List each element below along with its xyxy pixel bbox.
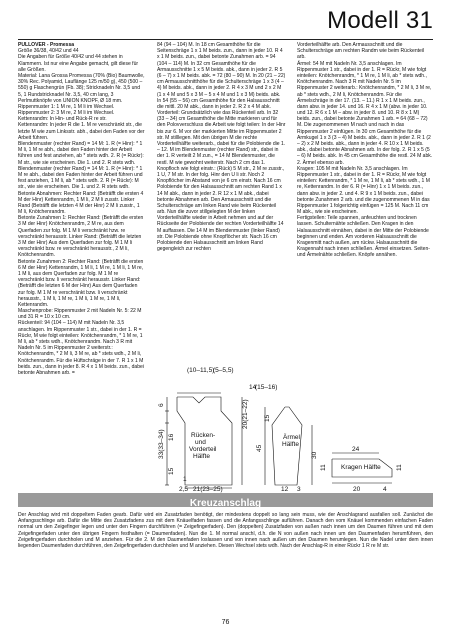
collar-label: Kragen Hälfte bbox=[341, 464, 381, 471]
diagram-label-top2: (5–5,5) bbox=[213, 367, 234, 374]
paragraph: Rippenmuster 1: 1 M re, 1 M li im Wechsel. bbox=[18, 103, 115, 110]
paragraph: Kettenrandm: In Hin- und Rück-R re str. bbox=[18, 116, 107, 123]
diagram-label-bottom: 21(23–25) bbox=[193, 486, 223, 493]
body-label-3: Vorderteil bbox=[189, 446, 217, 453]
paragraph: Ärmel: 54 M mit Nadeln Nr. 3,5 anschlagen. Im Rippenmuster 1 str., dabei in der 1. R = Rückr, M wie folgt einteilen: Knötchenrandm, * 1 M re, 1 M li, ab * stets wdh., Knötchenrandm. Nach 3 R mit Nadeln Nr. 5 im Rippenmuster 2 weiterarb.: Knötchenrandm, * 2 M li, 3 M re, ab * stets wdh., 2 M li, Knötchenrandm. Für die Ärmelschräge in der 17. (13. – 11.) R 1 x 1 M beids. zun., dann abw. in jeder 14. und 16. R 4 x 1 M (abw. in jeder 10. und 12. R 6 x 1 M – abw. in jeder 8. und 10. R 8 x 1 M) beids. zun., dabei betonte Zunahmen 1 arb. = 64 (68 – 72) M. Die zugenommenen M nach und nach in das Rippenmuster 2 einfügen. In 30 cm Gesamthöhe für die Armkugel 1 x 3 (3 – 4) M beids. abk., dann in jeder 2. R 1 (2 – 2) x 2 M beids. abk., dann in jeder 4. R 10 x 1 M beids. abk., dabei betonte Abnahmen arb. In der folg. 2. R 1 x 5 (5 – 6) M beids. abk. In 45 cm Gesamthöhe die restl. 24 M abk. 2. Ärmel ebenso arb. bbox=[297, 60, 433, 166]
paragraph: Material: Lana Grossa Promessa (70% (Bio) Baumwolle, 30% Rec. Polyamid, Lauflänge 125 m/50 g), 450 (500 – 550) g Flaschengrün (Fb. 38); Stricknadeln Nr. 3,5 und 5, 1 Rundstricknadel Nr. 3,5, 40 cm lang, 3 Perlmuttknöpfe von UNION KNOPF, Ø 18 mm. bbox=[18, 72, 145, 104]
paragraph: Blendenmuster (rechter Rand) = 14 M: 1. R (= Hinr): * 1 M li, 1 M re abh., dabei den Faden hinter der Arbeit führen und fest anziehen, ab * stets wdh. 2. R (= Rückr): M str., wie sie erscheinen. Die 1. und 2. R stets wdh. bbox=[18, 141, 144, 166]
pattern-diagram bbox=[157, 367, 433, 492]
collar-label-24: 24 bbox=[352, 446, 360, 453]
paragraph: Betonte Abnahmen: Rechter Rand: (Beträfft die ersten 4 M der Hinr) Kettenrandm, 1 M li, 2 M li zusstr. Linker Rand (Beträfft die letzten 4 M der Hinr) 2 M li zusstr., 1 M li, Knötchenrandm. bbox=[18, 190, 144, 216]
sleeve-label-15: 15 bbox=[264, 414, 271, 422]
sleeve-label-3: 3 bbox=[297, 486, 301, 493]
paragraph: Betonte Zunahmen 2: Rechter Rand: (Beträfft die ersten 6 M der Hinr) Kettenrandm, 1 M li, 1 M re, 1 M li, 1 M re, 1 M li, aus dem Querfaden zur folg. M 1 M re verschränkt bzw. li verschränkt herausstr. Linker Rand: (Beträfft die letzten 6 M der Hinr) Aus dem Querfaden zur folg. M 1 M re verschränkt bzw. li verschränkt herausstr., 1 M li, 1 M re, 1 M li, 1 M re, 1 M li, Kettenrandm. bbox=[18, 258, 144, 308]
paragraph: Kettenrandm: In jeder R die 1. M re verschränkt str., die letzte M wie zum Linksstr. abh., dabei den Faden vor der Arbeit führen. bbox=[18, 122, 145, 141]
diagram-label-hem: 2,5 bbox=[179, 486, 189, 493]
diagram-label-total: 33(33–34) bbox=[158, 429, 165, 459]
body-label-1: Rücken- bbox=[191, 432, 216, 439]
body-label-2: und bbox=[195, 439, 206, 446]
diagram-label-16: 16 bbox=[168, 433, 175, 441]
paragraph: Kragen: 105 M mit Nadeln Nr. 3,5 anschlagen. Im Rippenmuster 1 str., dabei in der 1. R = Rückr, M wie folgt einteilen: Kettenrandm, * 1 M re, 1 M li, ab * stets wdh., 1 M re, Kettenrandm. In der 6. R (= Hinr) 1 x 1 M beids. zun., dann abw. in jeder 2. und 4. R 9 x 1 M beids. zun., dabei betonte Zunahmen 2 arb. und die zugenommenen M in das Rippenmuster 1 folgerichtig einfügen = 125 M. Nach 11 cm M abk., wie sie erscheinen. bbox=[297, 165, 430, 216]
paragraph: Größe 36/38, 40/42 und 44 bbox=[18, 48, 79, 55]
paragraph: Rückenteil: 94 (104 – 114) M mit Nadeln Nr. 3,5 anschlagen. Im Rippenmuster 1 str., dabei in der 1. R = Rückr, M wie folgt einteilen: Knötchenrandm, * 1 M re, 1 M li, ab * stets wdh., Knötchenrandm. Nach 3 R mit Nadeln Nr. 5 im Rippenmuster 2 weiterstr.: Knötchenrandm, * 2 M li, 3 M re, ab * stets wdh., 2 M li, Knötchenrandm. Für die Hüftschräge in der 7. R 1 x 1 M beids. zun., dann in jeder 8. R 4 x 1 M beids. zun., dabei betonte Abnahmen arb. = bbox=[18, 320, 144, 376]
diagram-label-6: 6 bbox=[158, 403, 165, 407]
collar-label-11b: 11 bbox=[396, 464, 403, 471]
collar-label-20: 20 bbox=[353, 486, 361, 493]
sleeve-label-bottom: 12 bbox=[281, 486, 289, 493]
sleeve-label-2: Hälfte bbox=[282, 441, 299, 448]
paragraph: Vorderteilhälfte arb. Den Armausschnitt und die Schulterschräge am rechten Randm wie beim Rückenteil arb. bbox=[297, 42, 425, 61]
paragraph: Blendenmuster (rechter Rand) = 14 M: 1. R (= Hinr): * 1 M re abh., dabei den Faden hinter der Arbeit führen und fest anziehen, 1 M li, ab * stets wdh. 2. R (= Rückr): M str., wie sie erscheinen. Die 1. und 2. R stets wdh. bbox=[18, 165, 143, 191]
collar-label-4: 4 bbox=[383, 486, 387, 493]
paragraph: Fertigstellen: Teile spannen, anfeuchten und trocknen lassen. Schulternähte schließen. Den Kragen in den Halsausschnitt einnähen, dabei in der Mitte der Polobiende beginnen und enden. Am vorderen Halsausschnitt die Kragenmitt nach außen, am rückw. Halsausschnitt die Kragennaht nach innen schließen. Ärmel einsetzen. Seiten- und Ärmelnähte schließen. Knöpfe annähen. bbox=[297, 215, 430, 259]
banner-label: Kreuzanschlag bbox=[189, 498, 262, 509]
page-title: Modell 31 bbox=[327, 7, 433, 34]
diagram-label-armhole: 20(21–22) bbox=[242, 399, 249, 429]
header-rule bbox=[18, 39, 433, 40]
collar-label-11a: 11 bbox=[320, 464, 327, 471]
column-3 bbox=[297, 42, 433, 259]
column-1 bbox=[18, 42, 145, 376]
sleeve-label-1: Ärmel bbox=[283, 434, 300, 441]
paragraph: Vorderteil: Grundsätzlich wie das Rückenteil arb. In 32 (33 – 34) cm Gesamthöhe die Mitte markieren und für den Polovverschluss die Arbeit wie folgt teilen: In der Hinr bis zur 6. M vor der markierten Mitte im Rippenmuster 2 str. M stilllegen. Mit den übrigen M die rechte Vorderteilhälfte weiterarb., dabei für die Polobiende die 1. – 12. M im Blendenmuster (rechter Rand) str., dabei in der 1. R verteilt 2 M zun., = 14 M Blendenmuster, die restl. M wie gewohnt weiterstr. Nach 2 cm das 1. Knopfloch wie folgt einstr.: (Rück) 5 M str., 2 M re zusstr., 1 U, 7 M str. In der folg. Hinr den U li str. Noch 2 Knopflöcher im Abstand von je 6 cm einstr. Nach 16 cm Polobiende für den Halsausschnitt am rechten Rand 1 x 14 M abk., dann in jeder 2. R 12 x 1 M abk., dabei betonte Abnahmen arb. Den Armausschnitt und die Schulterschräge am linken Rand wie beim Rückenteil arb. Nun die zuvor stillgelegten M der linken Vorderteilhälfte wieder in Arbeit nehmen und auf der Rückseite der Polobiende der rechten Vorderteilhälfte 14 M auffassen. Die 14 M im Blendenmuster (linker Rand) str. Die Polobiende ohne Knopflöcher str. Nach 16 cm Polobiende den Halsausschnitt am linken Rand gegengleich zur rechten bbox=[157, 110, 286, 253]
paragraph: PULLOVER - Promessa bbox=[18, 42, 75, 48]
paragraph: 84 (94 – 104) M. In 18 cm Gesamthöhe für die Seitenschräge 1 x 1 M beids. zun., dann in jeder 10. R 4 x 1 M beids. zun., dabei betonte Zunahmen arb. = 94 (104 – 114) M. In 32 cm Gesamthöhe für die Armausschnitte 1 x 5 M beids. abk., dann in jeder 2. R 5 (6 – 7) x 1 M beids. abk. = 72 (80 – 90) M. In 20 (21 – 22) cm Armausschnitthöhe für die Schulterschräge 1 x 3 (4 – 4) M beids. abk., dann in jeder 2. R 4 x 3 M und 2 x 2 M (1 x 4 M und 5 x 3 M – 5 x 4 M und 1 x 3 M) beids. abk. In 54 (55 – 56) cm Gesamthöhe für den Halsausschnitt die mittl. 20 M abk., dann in jeder 2. R 2 x 4 M abk. bbox=[157, 42, 286, 110]
body-label-4: Hälfte bbox=[193, 453, 210, 460]
cast-on-description: Der Anschlag wird mit doppeltem Faden gearb. Dafür wird ein Zusatzfaden benötigt, der mindestens doppelt so lang sein muss, wie der Anschlagrand ausfallen soll. Zunächst die Anfangsschlinge arb. Dafür die Mitte des Zusatzfadens zus mit dem Knäuelfaden fassen und die Anfangsschlinge auflühren. Danach den vom Knäuel kommenden einfachen Faden normal um den Zeigefinger legen und unter den Fingern durchführen (= Zeigefingerfaden). Den (doppelten) Zusatzfaden von außen nach innen um den Daumen führen und mit dem Zeigefingerfaden unter den übrigen Fingern festhalten (= Daumenfaden). Nun die 1. M normal anschl, d.h. die N von außen nach innen um den Daumenfaden herumführen, den Zeigefingerfaden durchholen und M anziehen. Für die 2. M den Daumenfaden loslassen und von innen nach außen um den Daumen herumlegen. Nun die Nadel unter dem innen liegenden Daumenfaden durchführen, den Zeigefingerfaden durchholen und M anziehen. Diesen Wechsel stets wdh. Nach der Anschlag-R in einer Rückr 1 R re M str. bbox=[18, 512, 433, 550]
sleeve-label-top: (15–16) bbox=[255, 384, 278, 391]
paragraph: Rippenmuster 2: 3 M re, 2 M li im Wechsel. bbox=[18, 110, 115, 117]
sleeve-label-num: 14 bbox=[249, 384, 257, 391]
page-number: 76 bbox=[221, 619, 230, 626]
sleeve-label-30: 30 bbox=[311, 451, 318, 459]
diagram-label-15: 15 bbox=[168, 467, 175, 475]
section-banner bbox=[18, 493, 433, 507]
paragraph: Maschenprobe: Rippenmuster 2 mit Nadeln Nr. 5: 22 M und 31 R = 10 x 10 cm. bbox=[18, 308, 142, 321]
paragraph: Betonte Zunahmen 1: Rechter Rand: (Beträfft die ersten 3 M der Hinr) Knötchenrandm, 2 M re, aus dem Querfaden zur folg. M 1 M li verschränkt hzw. re verschränkt herausstr. Linker Rand: (Beträfft die letzten 3 M der Hinr) Aus dem Querfaden zur folg. M 1 M li verschränkt bzw. re verschränkt herausstr., 2 M li, Knötchenrandm. bbox=[18, 215, 144, 259]
paragraph: Die Angaben für Größe 40/42 und 44 stehen in Klammern. Ist nur eine Angabe gemacht, gilt diese für alle Größen. bbox=[18, 54, 139, 73]
diagram-label-hem1: 1 bbox=[183, 476, 187, 483]
diagram-label-top: (10–11,5) bbox=[187, 367, 215, 374]
column-2 bbox=[157, 42, 286, 252]
sleeve-label-45: 45 bbox=[256, 444, 263, 452]
